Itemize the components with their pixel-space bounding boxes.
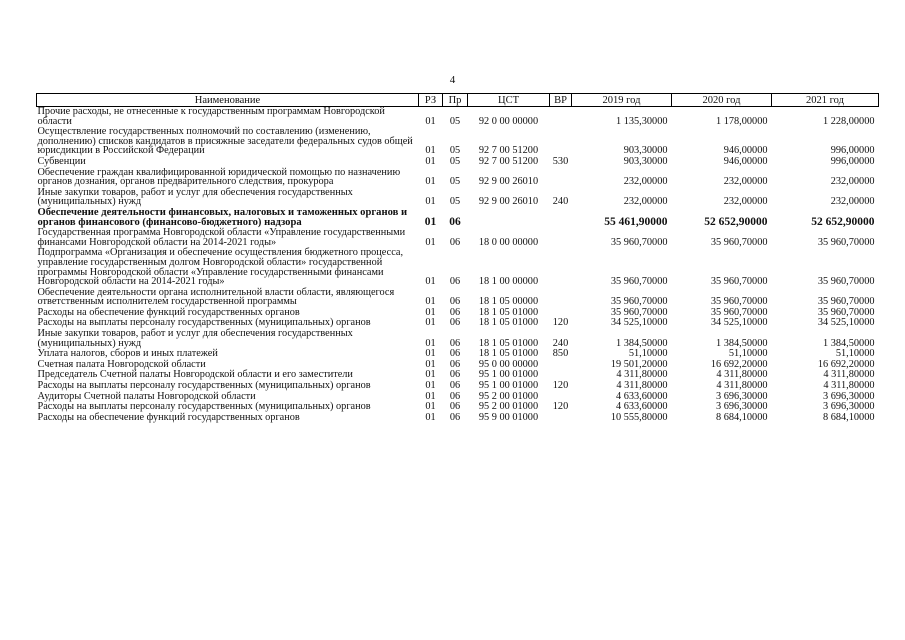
row-2021-cell: 35 960,70000 xyxy=(817,276,875,288)
row-cst-cell: 95 2 00 01000 xyxy=(478,401,539,413)
row-vr-cell xyxy=(550,127,572,157)
row-cst-cell: 95 1 00 01000 xyxy=(478,380,539,392)
row-cst-cell: 18 1 05 01000 xyxy=(478,337,539,349)
row-2020-cell: 946,00000 xyxy=(723,155,768,167)
header-name: Наименование xyxy=(37,94,419,107)
row-name-cell: Иные закупки товаров, работ и услуг для обеспечения государственных (муниципальных) нужд xyxy=(37,186,353,208)
row-cst-cell: 92 9 00 26010 xyxy=(478,176,539,188)
row-2019-cell: 35 960,70000 xyxy=(610,276,668,288)
row-vr-cell xyxy=(550,288,572,308)
row-2021-cell: 232,00000 xyxy=(830,176,875,188)
row-name-cell: Государственная программа Новгородской области «Управление государственными финансами Новгородской области на 2014-2021 годы» xyxy=(37,227,406,248)
row-2019-cell: 232,00000 xyxy=(623,196,668,208)
row-name-cell: Обеспечение деятельности финансовых, налоговых и таможенных органов и органов финансового (финансово-бюджетного) надзора xyxy=(37,206,408,228)
row-rz-cell: 01 xyxy=(425,296,436,308)
row-2021-cell: 232,00000 xyxy=(830,196,875,208)
table-row xyxy=(37,127,879,157)
row-2021-cell: 35 960,70000 xyxy=(817,236,875,248)
row-rz-cell: 01 xyxy=(425,411,436,423)
row-pr-cell: 06 xyxy=(449,348,461,360)
row-rz-cell: 01 xyxy=(425,390,436,402)
row-2019-cell: 35 960,70000 xyxy=(610,306,668,318)
row-cst-cell: 95 9 00 01000 xyxy=(478,411,539,423)
table-row xyxy=(37,288,879,308)
row-vr-cell: 240 xyxy=(552,337,569,349)
row-vr-cell xyxy=(550,228,572,248)
table-row xyxy=(37,208,879,228)
row-2021-cell: 996,00000 xyxy=(830,155,875,167)
row-cst-cell: 95 0 00 00000 xyxy=(478,358,539,370)
row-pr-cell: 06 xyxy=(449,401,461,413)
row-rz-cell: 01 xyxy=(425,317,436,329)
row-2019-cell: 4 633,60000 xyxy=(616,401,668,413)
row-vr-cell xyxy=(550,107,572,128)
row-2019-cell: 4 311,80000 xyxy=(616,369,668,381)
header-pr: Пр xyxy=(443,94,468,107)
row-name-cell: Субвенции xyxy=(37,155,86,167)
row-name-cell: Обеспечение деятельности органа исполнительной власти области, являющегося ответственным исполнителем государственной программы xyxy=(37,286,395,308)
row-vr-cell: 240 xyxy=(552,196,569,208)
table-row xyxy=(37,107,879,128)
row-2021-cell: 51,10000 xyxy=(835,348,875,360)
table-row xyxy=(37,248,879,287)
row-cst-cell: 92 7 00 51200 xyxy=(478,155,539,167)
header-2020: 2020 год xyxy=(672,94,772,107)
row-pr-cell: 06 xyxy=(449,390,461,402)
row-pr-cell: 06 xyxy=(449,276,461,288)
row-2021-cell: 16 692,20000 xyxy=(817,358,875,370)
row-pr-cell: 06 xyxy=(449,306,461,318)
row-2021-cell: 8 684,10000 xyxy=(823,411,875,423)
row-rz-cell: 01 xyxy=(425,380,436,392)
row-pr-cell: 06 xyxy=(449,358,461,370)
row-pr-cell: 05 xyxy=(449,115,461,127)
row-2020-cell: 946,00000 xyxy=(723,145,768,157)
row-cst-cell: 92 7 00 51200 xyxy=(478,145,539,157)
row-vr-cell: 850 xyxy=(552,348,569,360)
row-2019-cell: 1 384,50000 xyxy=(616,337,668,349)
row-name-cell: Уплата налогов, сборов и иных платежей xyxy=(37,348,218,360)
row-rz-cell: 01 xyxy=(425,401,436,413)
row-2021-cell: 52 652,90000 xyxy=(811,215,875,228)
row-name-cell: Расходы на обеспечение функций государственных органов xyxy=(37,411,300,423)
row-2020-cell: 51,10000 xyxy=(728,348,768,360)
row-rz-cell: 01 xyxy=(425,155,436,167)
row-name-cell: Аудиторы Счетной палаты Новгородской области xyxy=(37,390,256,402)
row-vr-cell xyxy=(550,360,572,371)
row-name-cell: Председатель Счетной палаты Новгородской области и его заместители xyxy=(37,369,353,381)
row-2019-cell: 55 461,90000 xyxy=(604,215,668,228)
row-name-cell: Подпрограмма «Организация и обеспечение осуществления бюджетного процесса, управление государственным долгом Новгородской области» государственной программы Новгородской области «Управление государственными финансами Новгородской области на 2014-2021 годы» xyxy=(37,247,404,288)
row-rz-cell: 01 xyxy=(425,337,436,349)
row-2019-cell: 232,00000 xyxy=(623,176,668,188)
row-rz-cell: 01 xyxy=(425,115,436,127)
row-2020-cell: 34 525,10000 xyxy=(710,317,768,329)
row-2020-cell: 16 692,20000 xyxy=(710,358,768,370)
row-name-cell: Расходы на обеспечение функций государственных органов xyxy=(37,306,300,318)
row-2019-cell: 4 633,60000 xyxy=(616,390,668,402)
row-2019-cell: 35 960,70000 xyxy=(610,296,668,308)
row-cst-cell: 92 0 00 00000 xyxy=(478,115,539,127)
row-2019-cell: 34 525,10000 xyxy=(610,317,668,329)
row-2019-cell: 19 501,20000 xyxy=(610,358,668,370)
row-2021-cell: 34 525,10000 xyxy=(817,317,875,329)
row-cst-cell xyxy=(468,208,550,228)
row-pr-cell: 06 xyxy=(449,369,461,381)
header-vr: ВР xyxy=(550,94,572,107)
row-name-cell: Осуществление государственных полномочий по составлению (изменению, дополнению) списков кандидатов в присяжные заседатели федеральных судов общей юрисдикции в Российской Федерации xyxy=(37,126,413,157)
row-2020-cell: 35 960,70000 xyxy=(710,296,768,308)
row-rz-cell: 01 xyxy=(425,196,436,208)
page-number: 4 xyxy=(449,74,456,86)
row-vr-cell xyxy=(550,248,572,287)
row-2019-cell: 10 555,80000 xyxy=(610,411,668,423)
row-rz-cell: 01 xyxy=(425,276,436,288)
budget-table xyxy=(36,93,879,423)
row-cst-cell: 18 1 00 00000 xyxy=(478,276,539,288)
row-2021-cell: 35 960,70000 xyxy=(817,296,875,308)
row-2019-cell: 51,10000 xyxy=(628,348,668,360)
row-cst-cell: 95 2 00 01000 xyxy=(478,390,539,402)
row-2021-cell: 4 311,80000 xyxy=(823,380,875,392)
row-rz-cell: 01 xyxy=(425,306,436,318)
row-2021-cell: 3 696,30000 xyxy=(823,401,875,413)
table-body xyxy=(37,107,879,424)
row-rz-cell: 01 xyxy=(425,348,436,360)
header-2019: 2019 год xyxy=(572,94,672,107)
row-rz-cell: 01 xyxy=(425,236,436,248)
row-2021-cell: 1 384,50000 xyxy=(823,337,875,349)
row-pr-cell: 05 xyxy=(449,145,461,157)
row-name-cell: Иные закупки товаров, работ и услуг для обеспечения государственных (муниципальных) нужд xyxy=(37,328,353,349)
row-2020-cell: 52 652,90000 xyxy=(704,215,768,228)
row-cst-cell: 18 0 00 00000 xyxy=(478,236,539,248)
row-vr-cell xyxy=(550,168,572,188)
row-cst-cell: 95 1 00 01000 xyxy=(478,369,539,381)
row-2021-cell: 4 311,80000 xyxy=(823,369,875,381)
row-rz-cell: 01 xyxy=(425,145,436,157)
row-name-cell: Расходы на выплаты персоналу государственных (муниципальных) органов xyxy=(37,401,371,413)
row-vr-cell: 120 xyxy=(552,317,569,329)
table-row xyxy=(37,188,879,208)
header-rz: РЗ xyxy=(419,94,443,107)
row-2020-cell: 1 178,00000 xyxy=(716,115,768,127)
row-2020-cell: 8 684,10000 xyxy=(716,411,768,423)
row-cst-cell: 18 1 05 01000 xyxy=(478,348,539,360)
row-pr-cell: 06 xyxy=(449,317,461,329)
row-rz-cell: 01 xyxy=(425,176,436,188)
row-pr-cell: 06 xyxy=(449,380,461,392)
row-2021-cell: 1 228,00000 xyxy=(823,115,875,127)
row-2020-cell: 3 696,30000 xyxy=(716,390,768,402)
row-pr-cell: 06 xyxy=(449,215,461,228)
table-header-row xyxy=(37,94,879,107)
row-cst-cell: 18 1 05 01000 xyxy=(478,317,539,329)
row-pr-cell: 05 xyxy=(449,155,461,167)
row-vr-cell xyxy=(550,208,572,228)
header-cst: ЦСТ xyxy=(468,94,550,107)
row-2020-cell: 35 960,70000 xyxy=(710,276,768,288)
row-vr-cell: 530 xyxy=(552,155,569,167)
row-cst-cell: 92 9 00 26010 xyxy=(478,196,539,208)
row-rz-cell: 01 xyxy=(425,369,436,381)
header-2021: 2021 год xyxy=(772,94,879,107)
row-name-cell: Прочие расходы, не отнесенные к государственным программам Новгородской области xyxy=(37,106,385,127)
row-name-cell: Счетная палата Новгородской области xyxy=(37,358,206,370)
row-pr-cell: 06 xyxy=(449,337,461,349)
row-2020-cell: 4 311,80000 xyxy=(716,380,768,392)
row-2019-cell: 4 311,80000 xyxy=(616,380,668,392)
row-2019-cell: 903,30000 xyxy=(623,155,668,167)
row-rz-cell: 01 xyxy=(424,215,437,228)
row-2020-cell: 4 311,80000 xyxy=(716,369,768,381)
table-row xyxy=(37,228,879,248)
table-row xyxy=(37,157,879,168)
table-row xyxy=(37,329,879,349)
row-2021-cell: 3 696,30000 xyxy=(823,390,875,402)
row-name-cell: Расходы на выплаты персоналу государственных (муниципальных) органов xyxy=(37,380,371,392)
row-pr-cell: 06 xyxy=(449,296,461,308)
row-2020-cell: 35 960,70000 xyxy=(710,306,768,318)
row-2019-cell: 35 960,70000 xyxy=(610,236,668,248)
row-name-cell: Обеспечение граждан квалифицированной юридической помощью по назначению органов дознания, органов предварительного следствия, прокурора xyxy=(37,166,401,188)
row-rz-cell: 01 xyxy=(425,358,436,370)
row-2020-cell: 1 384,50000 xyxy=(716,337,768,349)
row-cst-cell: 18 1 05 01000 xyxy=(478,306,539,318)
row-2020-cell: 232,00000 xyxy=(723,196,768,208)
row-2020-cell: 232,00000 xyxy=(723,176,768,188)
row-pr-cell: 05 xyxy=(449,176,461,188)
row-2019-cell: 903,30000 xyxy=(623,145,668,157)
row-vr-cell: 120 xyxy=(552,380,569,392)
row-pr-cell: 06 xyxy=(449,411,461,423)
row-cst-cell: 18 1 05 00000 xyxy=(478,296,539,308)
row-vr-cell: 120 xyxy=(552,401,569,413)
row-2020-cell: 3 696,30000 xyxy=(716,401,768,413)
table-row xyxy=(37,168,879,188)
row-2019-cell: 1 135,30000 xyxy=(616,115,668,127)
table-row xyxy=(37,413,879,424)
row-vr-cell xyxy=(550,413,572,424)
row-2021-cell: 35 960,70000 xyxy=(817,306,875,318)
row-pr-cell: 06 xyxy=(449,236,461,248)
row-name-cell: Расходы на выплаты персоналу государственных (муниципальных) органов xyxy=(37,317,371,329)
row-2021-cell: 996,00000 xyxy=(830,145,875,157)
row-2020-cell: 35 960,70000 xyxy=(710,236,768,248)
row-pr-cell: 05 xyxy=(449,196,461,208)
